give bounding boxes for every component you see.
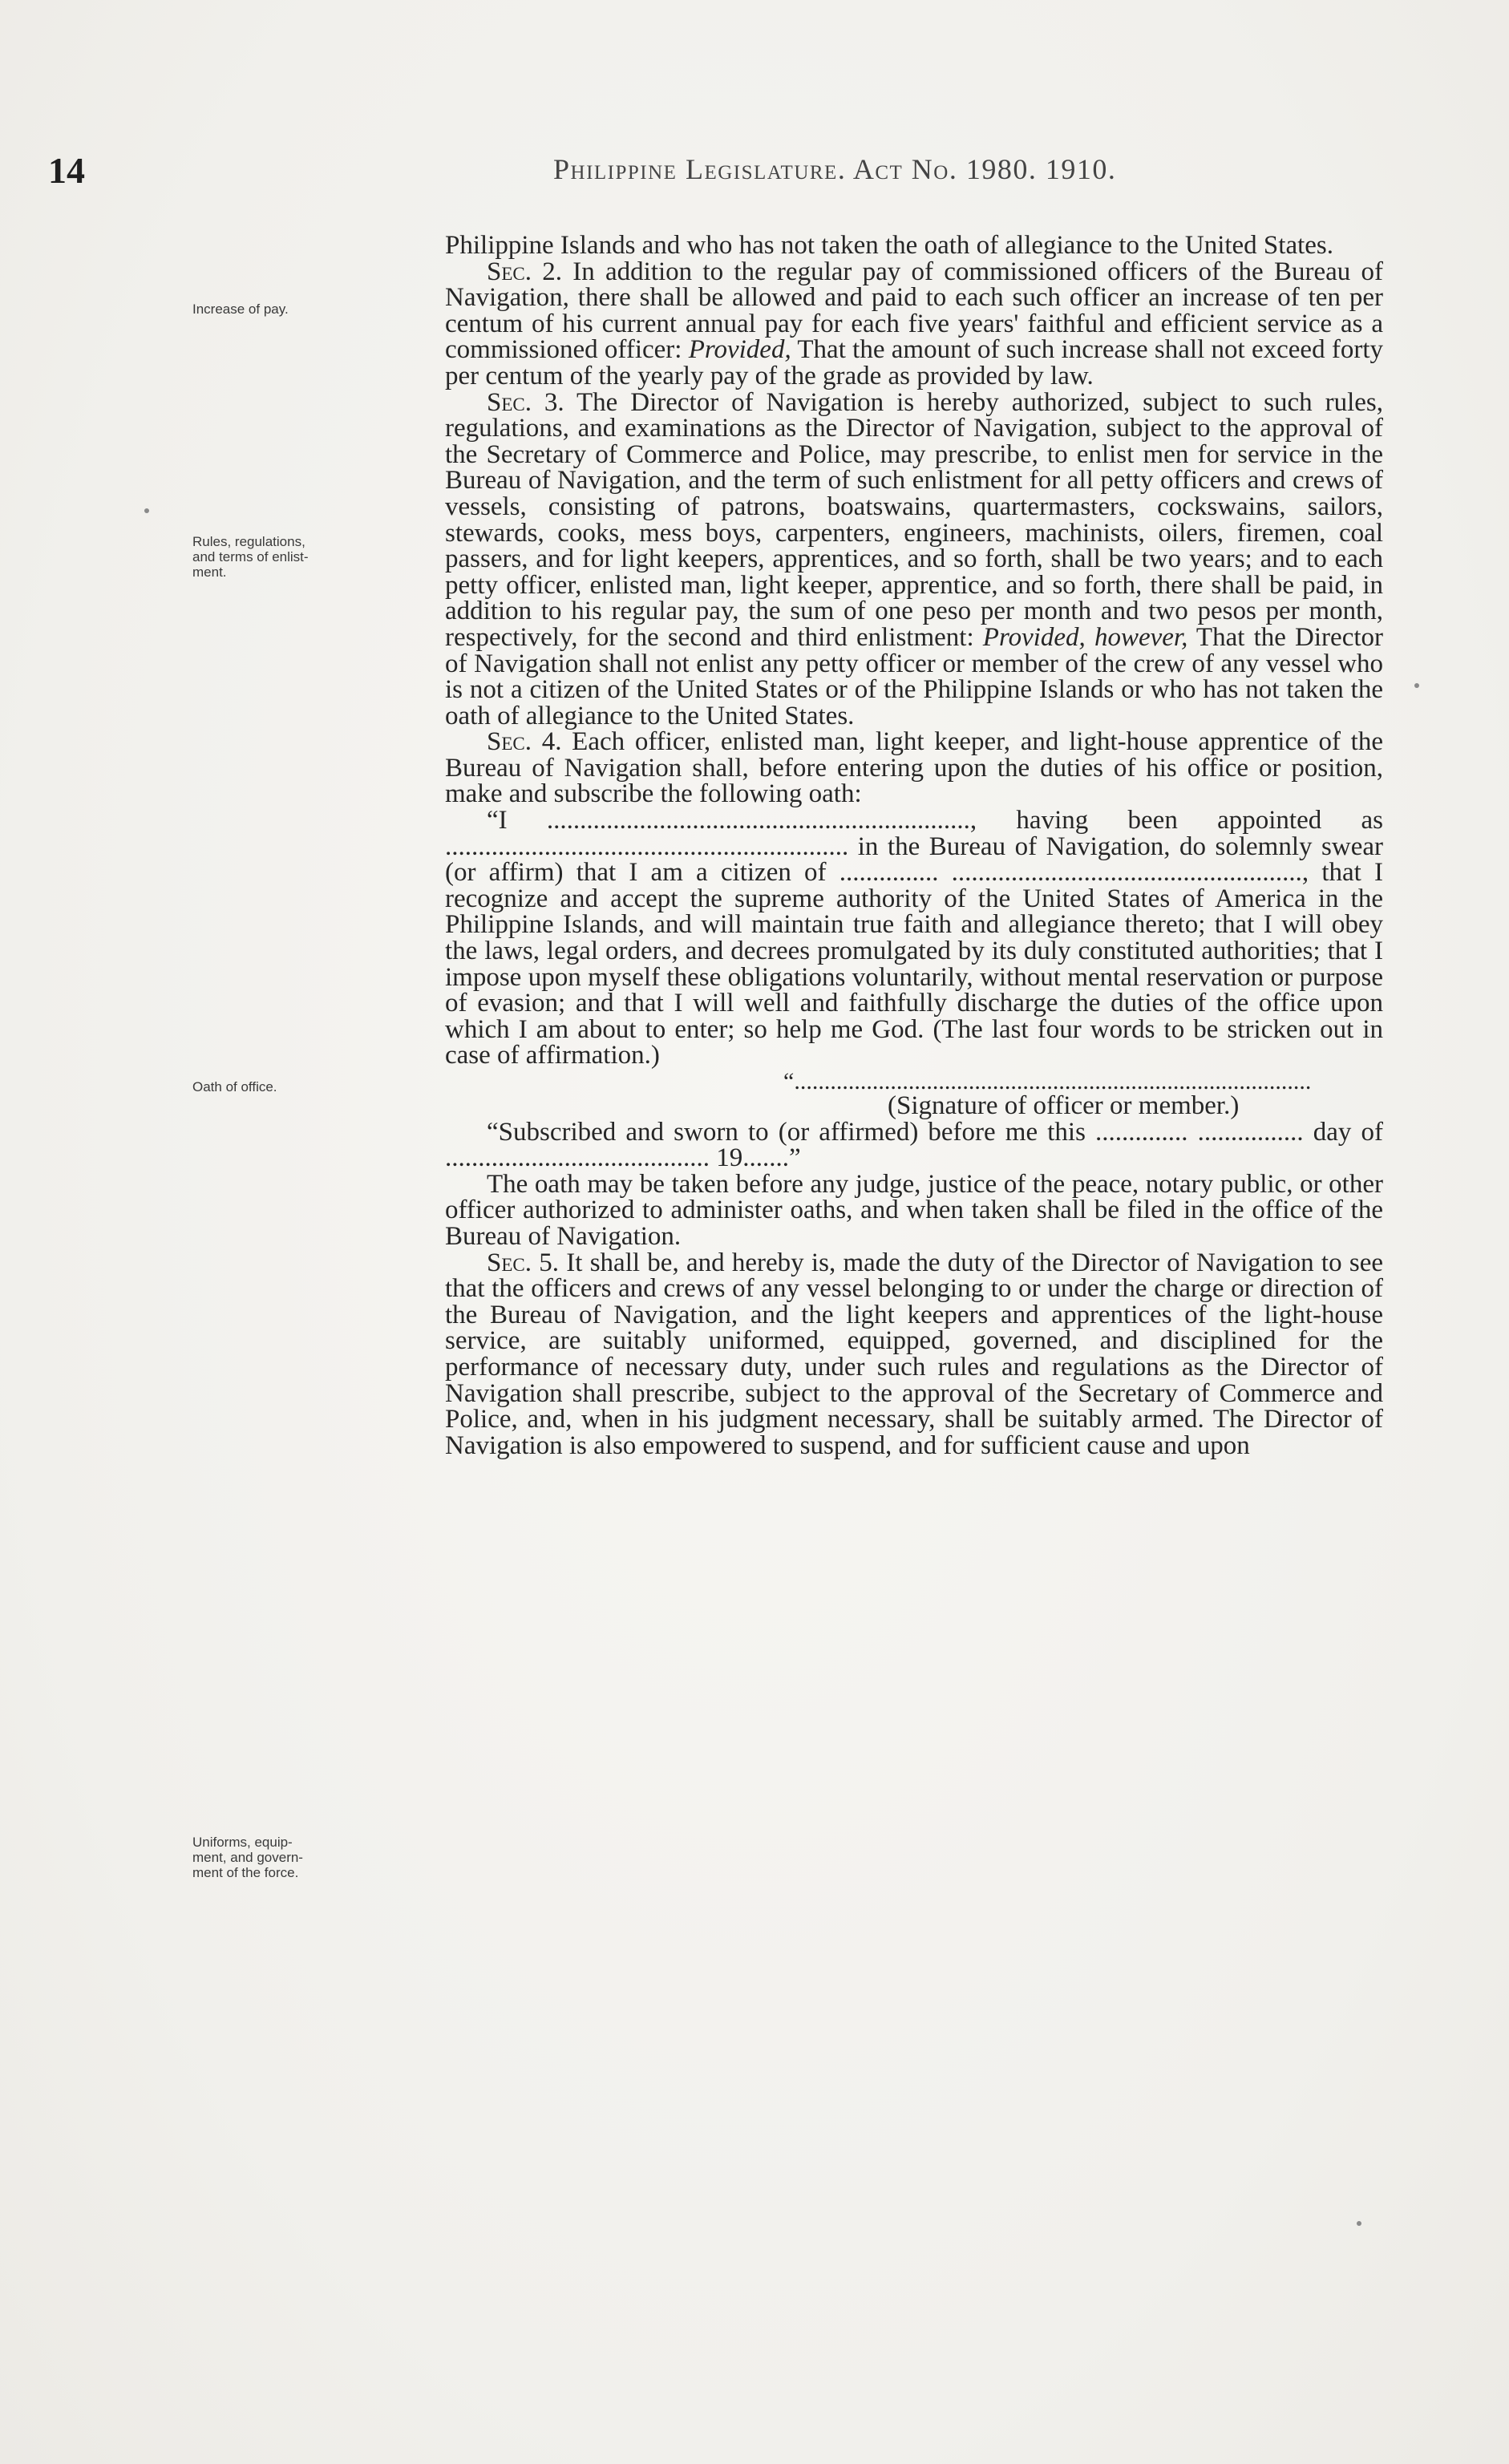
subscription-clause: “Subscribed and sworn to (or affirmed) before me this .............. ................ day of ........................................ 19.......” <box>445 1117 1383 1173</box>
signature-label: (Signature of officer or member.) <box>888 1091 1240 1120</box>
section-text: The Director of Navigation is hereby authorized, subject to such rules, regulations, and examinations as the Director of Navigation, subject to the approval of the Secretary of Commerce and Police, may prescribe, to enlist men for service in the Bureau of Navigation, and the term of such enlistment for all petty officers and crews of vessels, consisting of patrons, boatswains, quartermasters, cockswains, sailors, stewards, cooks, mess boys, carpenters, engineers, machinists, oilers, firemen, coal passers, and for light keepers, apprentices, and so forth, shall be two years; and to each petty officer, enlisted man, light keeper, apprentice, and so forth, there shall be paid, in addition to his regular pay, the sum of one peso per month and two pesos per month, respectively, for the second and third enlistment: <box>445 387 1383 652</box>
running-head: Philippine Legislature. Act No. 1980. 1910. <box>553 153 1117 185</box>
section-number: Sec. 4. <box>487 727 562 757</box>
proviso: Provided, <box>688 335 791 365</box>
oath-filing-paragraph: The oath may be taken before any judge, justice of the peace, notary public, or other officer authorized to administer oaths, and when taken shall be filed in the office of the Bureau of Navigation. <box>445 1169 1383 1251</box>
margin-note-rules: Rules, regulations, and terms of enlist- ment. <box>192 534 309 580</box>
section-3 <box>445 387 1383 730</box>
section-5 <box>445 1250 1383 1459</box>
oath-form <box>445 807 1383 1171</box>
page-speck <box>144 508 149 513</box>
proviso: Provided, however, <box>982 622 1188 652</box>
signature-line: “...................................................................................... <box>783 1068 1312 1094</box>
section-text: That the Director of Navigation shall not enlist any petty officer or member of the crew of any vessel who is not a citizen of the United States or of the Philippine Islands or who has not taken the oath of allegiance to the United States. <box>445 622 1383 730</box>
section-text: It shall be, and hereby is, made the duty of the Director of Navigation to see that the officers and crews of any vessel belonging to or under the charge or direction of the Bureau of Navigation, and the light keepers and apprentices of the light-house service, are suitably uniformed, equipped, governed, and disciplined for the performance of necessary duty, under such rules and regulations as the Director of Navigation shall prescribe, subject to the approval of the Secretary of Commerce and Police, and, when in his judgment necessary, shall be suitably armed. The Director of Navigation is also empowered to suspend, and for sufficient cause and upon <box>445 1248 1383 1460</box>
section-number: Sec. 3. <box>487 387 564 417</box>
section-2 <box>445 259 1383 390</box>
body-text <box>445 233 1383 1459</box>
page-header <box>0 149 1509 197</box>
section-text: In addition to the regular pay of commissioned officers of the Bureau of Navigation, there shall be allowed and paid to each such officer an increase of ten per centum of his current annual pay for each five years' faithful and efficient service as a commissioned officer: <box>445 257 1384 365</box>
section-text: Each officer, enlisted man, light keeper, and light-house apprentice of the Bureau of Navigation shall, before entering upon the duties of his office or position, make and subscribe the following oath: <box>445 727 1383 809</box>
margin-note-increase-of-pay: Increase of pay. <box>192 301 289 317</box>
page-speck <box>1414 683 1419 688</box>
section-number: Sec. 2. <box>487 257 563 286</box>
oath-text: “I ................................................................, having been appointed as ............................................................. in the Bureau of Navigation, do solemnly swear (or affirm) that I am a citizen of ............... ....................................................., that I recognize and accept the supreme authority of the United States of America in the Philippine Islands, and will maintain true faith and allegiance thereto; that I will obey the laws, legal orders, and decrees promulgated by its duly constituted authorities; that I impose upon myself these obligations voluntarily, without mental reservation or purpose of evasion; and that I will well and faithfully discharge the duties of the office upon which I am about to enter; so help me God. (The last four words to be stricken out in case of affirmation.) <box>445 806 1383 1070</box>
page-speck <box>1357 2221 1361 2226</box>
paragraph-continuation: Philippine Islands and who has not taken the oath of allegiance to the United States. <box>445 231 1333 260</box>
section-text: That the amount of such increase shall not exceed forty per centum of the yearly pay of the grade as provided by law. <box>445 335 1383 390</box>
margin-note-uniforms: Uniforms, equip- ment, and govern- ment of the force. <box>192 1835 303 1880</box>
margin-note-oath-of-office: Oath of office. <box>192 1079 277 1094</box>
page-number: 14 <box>48 150 85 191</box>
section-4 <box>445 729 1383 807</box>
section-number: Sec. 5. <box>487 1248 560 1277</box>
